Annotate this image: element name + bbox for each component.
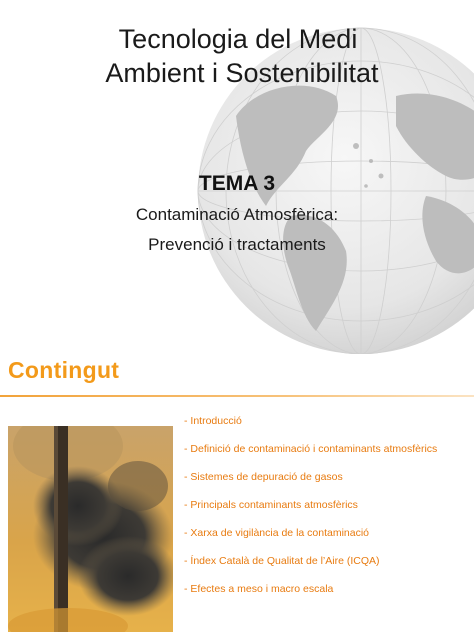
bullet-dash: - [184,471,191,483]
subtitle-line-2: Prevenció i tractaments [148,235,326,254]
topic-number: TEMA 3 [198,172,276,195]
heading-divider [0,395,474,397]
list-item[interactable]: - Xarxa de vigilància de la contaminació [184,527,370,539]
contents-list [184,414,469,610]
title-line-2: Ambient i Sostenibilitat [105,58,379,88]
bullet-dash: - [184,499,191,511]
bullet-dash: - [184,555,191,567]
contents-slide [0,354,474,632]
list-item[interactable]: - Principals contaminants atmosfèrics [184,499,358,511]
presentation-title [0,22,474,90]
smokestack-photo [8,426,173,632]
list-item[interactable]: - Efectes a meso i macro escala [184,583,334,595]
list-item[interactable]: - Índex Català de Qualitat de l’Aire (ICQA) [184,555,380,567]
list-item[interactable]: - Definició de contaminació i contaminants atmosfèrics [184,443,438,455]
bullet-dash: - [184,415,191,427]
contents-heading: Contingut [8,357,120,383]
bullet-dash: - [184,527,191,539]
bullet-dash: - [184,443,191,455]
list-item[interactable]: - Introducció [184,415,242,427]
list-item[interactable]: - Sistemes de depuració de gasos [184,471,343,483]
subtitle-line-1: Contaminació Atmosfèrica: [135,205,339,224]
bullet-dash: - [184,583,191,595]
title-line-1: Tecnologia del Medi [118,24,358,54]
